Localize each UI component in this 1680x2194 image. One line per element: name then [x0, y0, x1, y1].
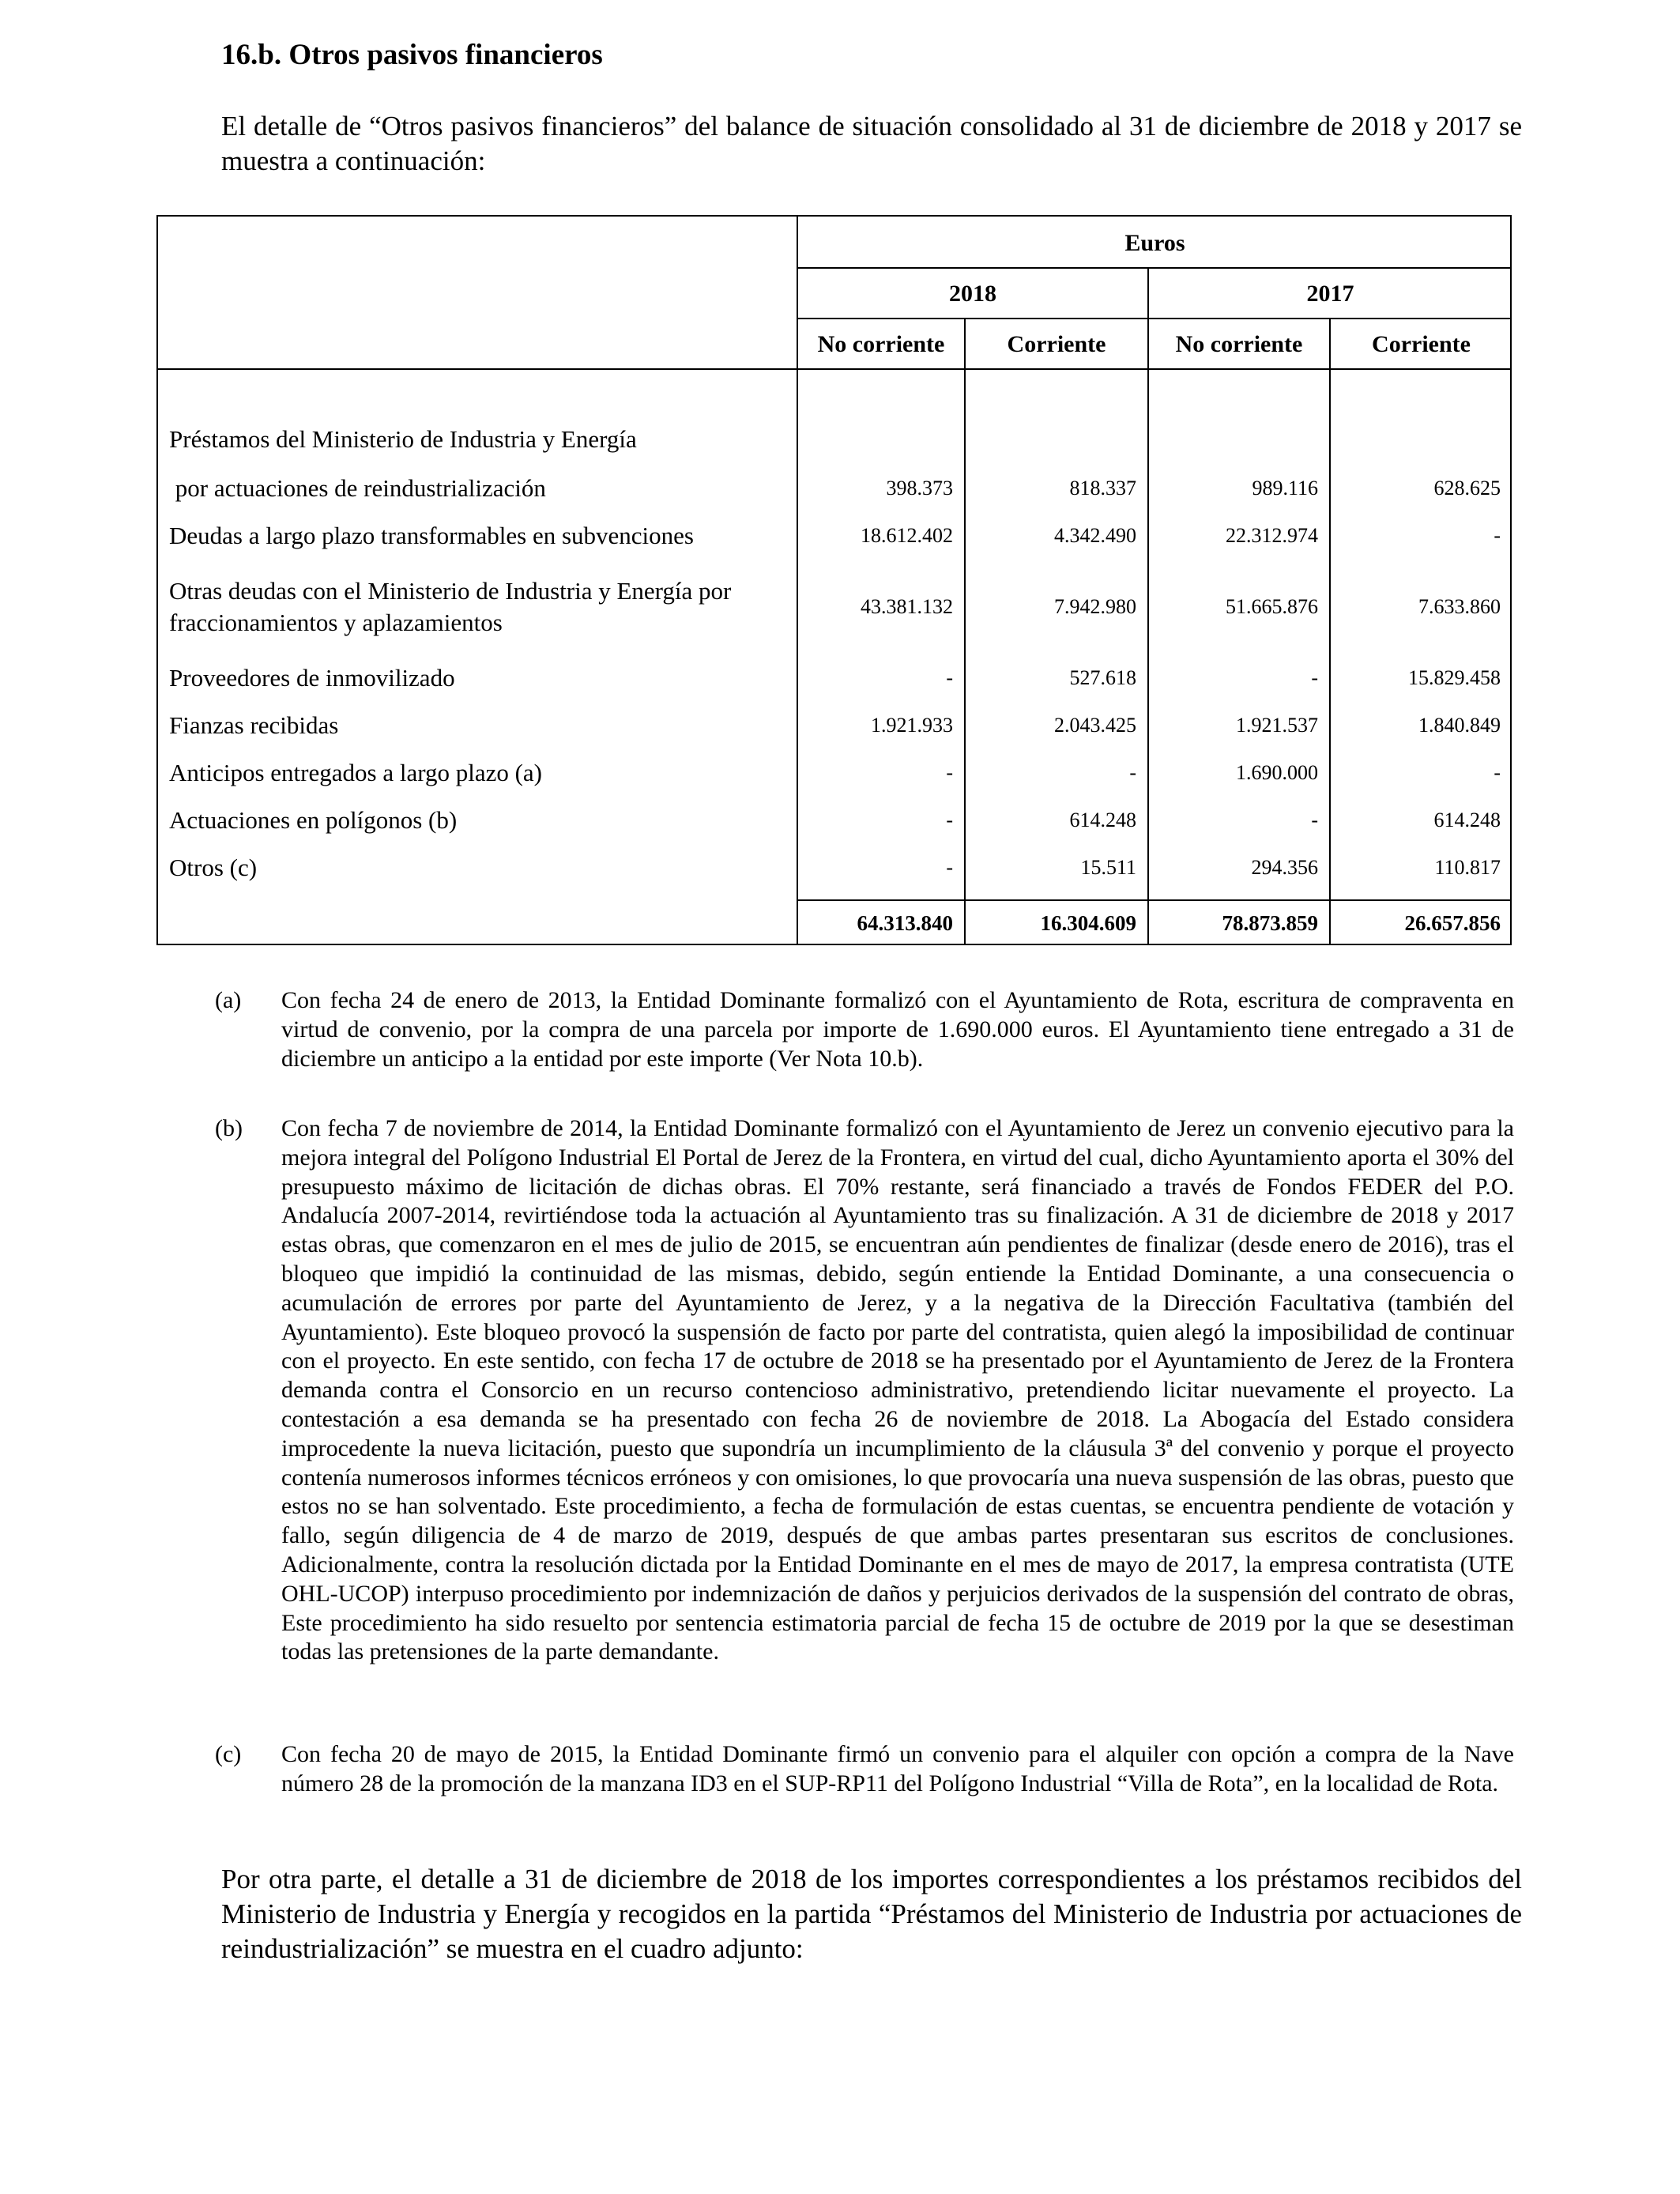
header-year-2018: 2018: [949, 281, 996, 307]
cell-value: 527.618: [1069, 666, 1136, 689]
cell-value: -: [1311, 666, 1318, 689]
cell-value: 51.665.876: [1226, 595, 1318, 618]
cell-value: 614.248: [1433, 809, 1501, 831]
cell-value: 294.356: [1251, 856, 1318, 879]
cell-value: 1.921.537: [1236, 714, 1318, 737]
footnote-marker: (a): [215, 987, 242, 1013]
footnote-marker: (c): [215, 1741, 242, 1767]
cell-value: -: [1494, 524, 1501, 547]
cell-value: 1.921.933: [871, 714, 953, 737]
row-label: Anticipos entregados a largo plazo (a): [169, 759, 543, 786]
footnote-text: Con fecha 20 de mayo de 2015, la Entidad Dominante firmó un convenio para el alquiler con opción a compra de la Nave número 28 de la promoción de la manzana ID3 en el SUP-RP11 del Polígono Industrial “Villa de Rota”, en la localidad de Rota.: [281, 1741, 1514, 1796]
cell-value: 989.116: [1252, 477, 1318, 499]
total-value: 26.657.856: [1404, 911, 1501, 935]
cell-value: 7.942.980: [1054, 595, 1136, 618]
cell-value: 398.373: [886, 477, 953, 499]
row-label: Fianzas recibidas: [169, 711, 339, 739]
cell-value: 614.248: [1069, 809, 1136, 831]
cell-value: 15.829.458: [1408, 666, 1501, 689]
footnote-marker: (b): [215, 1115, 243, 1141]
total-value: 16.304.609: [1040, 911, 1136, 935]
rule-above-totals: [797, 899, 1512, 901]
cell-value: -: [1129, 761, 1136, 784]
cell-value: 1.690.000: [1236, 761, 1318, 784]
cell-value: -: [1494, 761, 1501, 784]
cell-value: 22.312.974: [1226, 524, 1318, 547]
rule-under-header: [158, 368, 1512, 370]
rule-under-euros: [797, 267, 1512, 269]
row-label: Proveedores de inmovilizado: [169, 664, 455, 692]
footnote-text: Con fecha 24 de enero de 2013, la Entidad Dominante formalizó con el Ayuntamiento de Rota, escritura de compraventa en virtud de convenio, por la compra de una parcela por importe de 1.690.000 euros. El Ayuntamiento tiene entregado a 31 de diciembre un anticipo a la entidad por este importe (Ver Nota 10.b).: [281, 987, 1514, 1072]
cell-value: 1.840.849: [1418, 714, 1501, 737]
row-label: Otros (c): [169, 854, 258, 881]
subheader-2017-corriente: Corriente: [1372, 331, 1471, 357]
cell-value: -: [946, 856, 953, 879]
footnote-text: Con fecha 7 de noviembre de 2014, la Entidad Dominante formalizó con el Ayuntamiento de Jerez un convenio ejecutivo para la mejora integral del Polígono Industrial El Portal de Jerez de la Frontera, en virtud del cual, dicho Ayuntamiento aporta el 30% del presupuesto máximo de licitación de dichas obras. El 70% restante, será financiado a través de Fondos FEDER del P.O. Andalucía 2007-2014, revirtiéndose toda la actuación al Ayuntamiento tras su finalización. A 31 de diciembre de 2018 y 2017 estas obras, que comenzaron en el mes de julio de 2015, se encuentran aún pendientes de finalizar (desde enero de 2016), tras el bloqueo que impidió la continuidad de las mismas, debido, según entiende la Entidad Dominante, a una consecuencia o acumulación de errores por parte del Ayuntamiento de Jerez, y a la negativa de la Dirección Facultativa (también del Ayuntamiento). Este bloqueo provocó la suspensión de facto por parte del contratista, quien alegó la imposibilidad de continuar con el proyecto. En este sentido, con fecha 17 de octubre de 2018 se ha presentado por el Ayuntamiento de Jerez de la Frontera demanda contra el Consorcio en un recurso contencioso administrativo, pretendiendo licitar nuevamente el proyecto. La contestación a esa demanda se ha presentado con fecha 26 de noviembre de 2018. La Abogacía del Estado considera improcedente la nueva licitación, puesto que supondría un incumplimiento de la cláusula 3ª del convenio y porque el proyecto contenía numerosos informes técnicos erróneos y con omisiones, lo que provocaría una nueva suspensión de las obras, puesto que estos no se han solventado. Este procedimiento, a fecha de formulación de estas cuentas, se encuentra pendiente de votación y fallo, según diligencia de 4 de marzo de 2019, después de que ambas partes presentaran sus escritos de conclusiones. Adicionalmente, contra la resolución dictada por la Entidad Dominante en el mes de mayo de 2017, la empresa contratista (UTE OHL-UCOP) interpuso procedimiento por indemnización de daños y perjuicios derivados de la suspensión del contrato de obras, Este procedimiento ha sido resuelto por sentencia estimatoria parcial de fecha 15 de octubre de 2019 por la que se desestiman todas las pretensiones de la parte demandante.: [281, 1115, 1514, 1665]
header-year-2017: 2017: [1306, 281, 1354, 307]
cell-value: 18.612.402: [861, 524, 953, 547]
cell-value: 818.337: [1069, 477, 1136, 499]
cell-value: 15.511: [1080, 856, 1136, 879]
cell-value: 2.043.425: [1054, 714, 1136, 737]
cell-value: -: [946, 761, 953, 784]
cell-value: 110.817: [1434, 856, 1501, 879]
total-value: 78.873.859: [1222, 911, 1318, 935]
total-value: 64.313.840: [857, 911, 953, 935]
row-label-continued: por actuaciones de reindustrialización: [169, 474, 546, 502]
header-currency: Euros: [1124, 230, 1185, 256]
subheader-2018-no-corriente: No corriente: [817, 331, 945, 357]
closing-paragraph: Por otra parte, el detalle a 31 de diciembre de 2018 de los importes correspondientes a los préstamos recibidos del Ministerio de Industria y Energía y recogidos en la partida “Préstamos del Ministerio de Industria por actuaciones de reindustrialización” se muestra en el cuadro adjunto:: [221, 1864, 1522, 1964]
row-label: Deudas a largo plazo transformables en subvenciones: [169, 522, 694, 549]
subheader-2017-no-corriente: No corriente: [1175, 331, 1303, 357]
subheader-2018-corriente: Corriente: [1007, 331, 1106, 357]
row-label: Otras deudas con el Ministerio de Industria y Energía por fraccionamientos y aplazamientos: [169, 577, 732, 636]
cell-value: -: [1311, 809, 1318, 831]
cell-value: 4.342.490: [1054, 524, 1136, 547]
cell-value: 7.633.860: [1418, 595, 1501, 618]
rule-under-years: [797, 318, 1512, 319]
cell-value: 43.381.132: [861, 595, 953, 618]
section-title: 16.b. Otros pasivos financieros: [221, 39, 603, 71]
intro-paragraph: El detalle de “Otros pasivos financieros” del balance de situación consolidado al 31 de diciembre de 2018 y 2017 se muestra a continuación:: [221, 111, 1522, 176]
cell-value: 628.625: [1433, 477, 1501, 499]
row-label: Actuaciones en polígonos (b): [169, 806, 458, 834]
cell-value: -: [946, 666, 953, 689]
financial-liabilities-table: [156, 215, 1512, 945]
row-label: Préstamos del Ministerio de Industria y Energía: [169, 425, 637, 453]
cell-value: -: [946, 809, 953, 831]
